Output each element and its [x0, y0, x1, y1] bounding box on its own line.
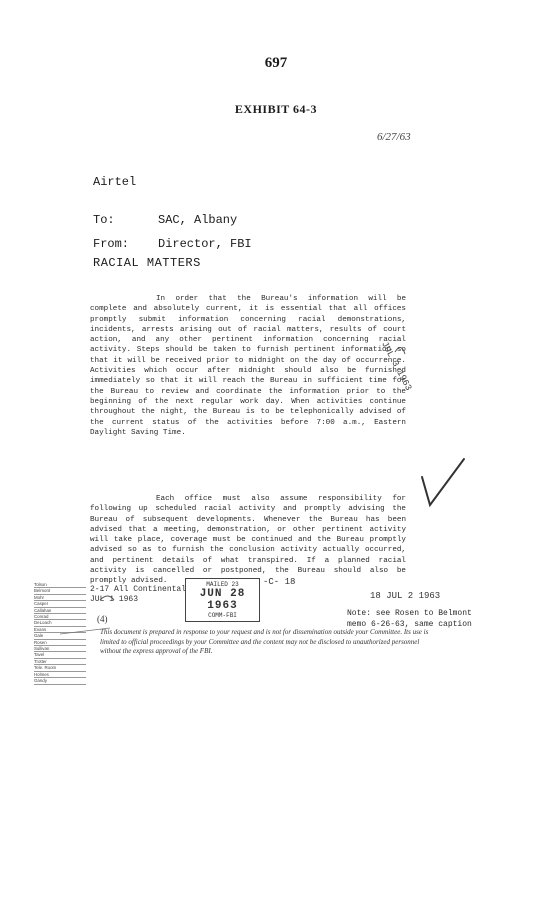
- note-line-1: Note: see Rosen to Belmont: [347, 609, 472, 618]
- routing-entry: Evans: [34, 627, 86, 633]
- body-paragraph-2: Each office must also assume responsibility for following up scheduled racial activity and promptly advising the Bureau of subsequent developments. Whenever the Bureau has been advised that a meeting, demonstration, or other pertinent activity will take place, coverage must be continued and the Bureau promptly advised so as to furnish the conclusion activity actually occurred, and pertinent details of what transpired. If a planned racial activity is cancelled or postponed, the Bureau should also be promptly advised.: [90, 495, 406, 586]
- filed-stamp-bottom: COMM-FBI: [208, 612, 237, 619]
- note-line-2: memo 6-26-63, same caption: [347, 620, 472, 629]
- routing-entry: Sullivan: [34, 646, 86, 652]
- routing-entry: Callahan: [34, 608, 86, 614]
- to-value: SAC, Albany: [158, 213, 238, 227]
- routing-entry: Mohr: [34, 595, 86, 601]
- routing-entry: Tavel: [34, 652, 86, 658]
- routing-entry: DeLoach: [34, 620, 86, 626]
- routing-entry: Rosen: [34, 640, 86, 646]
- to-label: To:: [93, 213, 115, 227]
- footer-notice: This document is prepared in response to your request and is not for dissemination outside your Committee. Its use is limited to official proceedings by your Committee and the content may not be disclosed to unauthorized personnel without the express approval of the FBI.: [100, 628, 429, 655]
- routing-entry: Trotter: [34, 659, 86, 665]
- routing-entry: Belmont: [34, 588, 86, 594]
- from-label: From:: [93, 237, 130, 251]
- routing-entry: Gandy: [34, 678, 86, 684]
- subject-line: RACIAL MATTERS: [93, 256, 201, 270]
- memo-date: 6/27/63: [377, 131, 411, 143]
- routing-entry: Casper: [34, 601, 86, 607]
- jul-date-stamp: 18 JUL 2 1963: [370, 591, 441, 601]
- page-number: 697: [264, 55, 288, 71]
- mailed-line-1: 2-17 All Continental: [90, 585, 187, 594]
- mailed-line-2: JUL 1 1963: [90, 595, 139, 604]
- routing-entry: Conrad: [34, 614, 86, 620]
- filed-stamp-date: JUN 28 1963: [199, 588, 246, 612]
- from-value: Director, FBI: [158, 237, 252, 251]
- memo-type: Airtel: [93, 175, 137, 189]
- filed-stamp-top: MAILED 23: [206, 581, 239, 588]
- routing-entry: Gale: [34, 633, 86, 639]
- misc-number: -C- 18: [263, 577, 296, 587]
- handwritten-number: (4): [97, 614, 108, 624]
- exhibit-title: EXHIBIT 64-3: [234, 102, 318, 116]
- received-stamp: JUL 3 1963: [379, 340, 414, 393]
- routing-entry: Holmes: [34, 672, 86, 678]
- body-paragraph-1: In order that the Bureau's information will be complete and absolutely current, it is essential that all offices promptly submit information concerning racial demonstrations, incidents, arrests arising out of racial matters, results of court action, and any other pertinent information concerning racial activity. Steps should be taken to furnish pertinent information so that it will be received prior to midnight on the day of occurrence. Activities which occur after midnight should also be furnished immediately so that it will reach the Bureau in sufficient time for the Bureau to review and coordinate the information prior to the beginning of the next regular work day. When activities continue throughout the night, the Bureau is to be telephonically advised of the current status of the activities before 7:00 a.m., Eastern Daylight Saving Time.: [90, 295, 406, 437]
- routing-entry: Tele. Room: [34, 665, 86, 671]
- routing-entry: Tolson: [34, 582, 86, 588]
